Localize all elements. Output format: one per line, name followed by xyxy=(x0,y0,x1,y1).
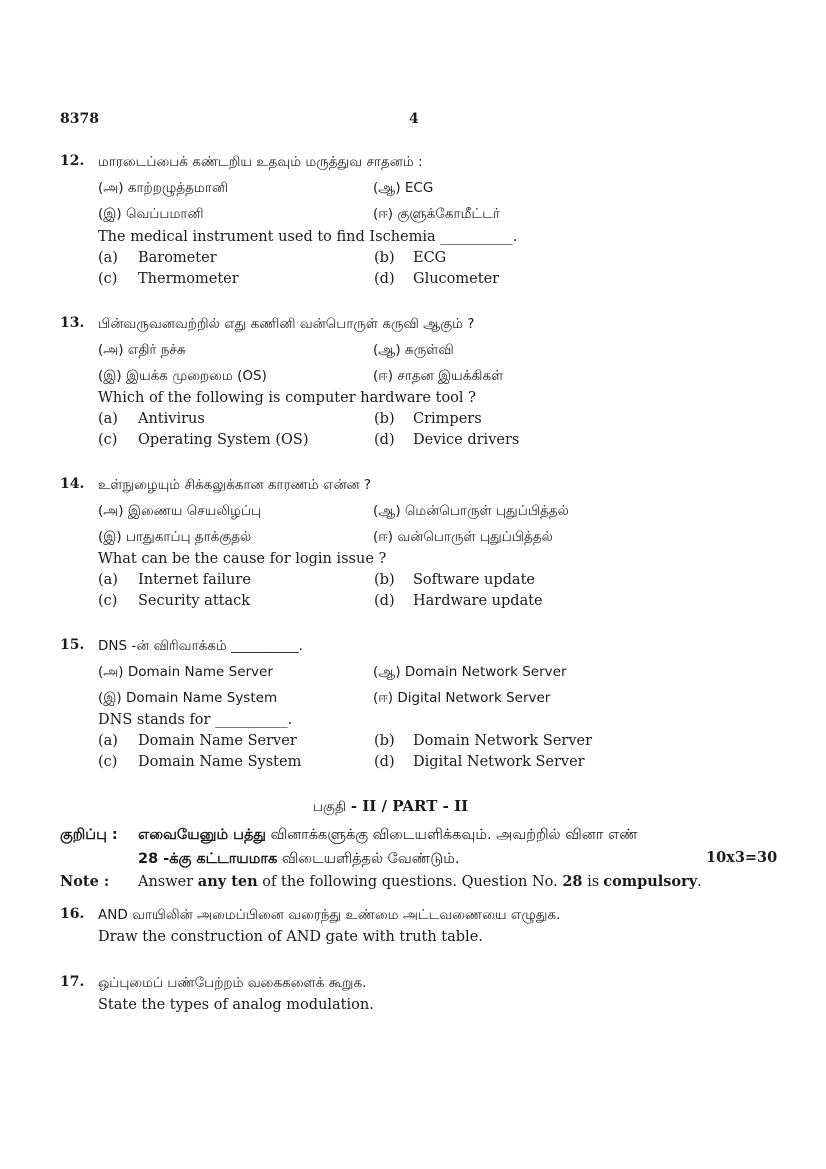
note-en-t3: is xyxy=(587,874,600,890)
note-en-b2: 28 xyxy=(562,873,583,890)
option-ta-a: (அ) காற்றழுத்தமானி xyxy=(98,180,228,196)
question-text-ta: பின்வருவனவற்றில் எது கணினி வன்பொருள் கருவி ஆகும் ? xyxy=(98,316,475,332)
option-label-b: (b) xyxy=(374,250,395,266)
option-label-c: (c) xyxy=(98,432,118,448)
question-text-ta: ஒப்புமைப் பண்பேற்றம் வகைகளைக் கூறுக. xyxy=(98,975,367,991)
page-number: 4 xyxy=(409,111,419,127)
note-ta-line-1 xyxy=(138,826,638,844)
note-en-t4: . xyxy=(697,874,702,890)
part-heading xyxy=(313,797,468,817)
question-number: 17. xyxy=(60,974,85,990)
option-text-b: Software update xyxy=(413,572,535,588)
option-label-c: (c) xyxy=(98,271,118,287)
option-ta-b: (ஆ) சுருள்வி xyxy=(373,342,454,358)
option-text-c: Thermometer xyxy=(138,271,239,287)
note-ta-bold-2: 28 -க்கு கட்டாயமாக xyxy=(138,851,278,867)
option-label-d: (d) xyxy=(374,754,395,770)
note-en-label: Note : xyxy=(60,873,110,890)
option-ta-a: (அ) இணைய செயலிழப்பு xyxy=(98,503,262,519)
option-label-a: (a) xyxy=(98,250,118,266)
option-label-c: (c) xyxy=(98,754,118,770)
option-ta-d: (ஈ) சாதன இயக்கிகள் xyxy=(373,368,504,384)
option-label-a: (a) xyxy=(98,733,118,749)
option-label-a: (a) xyxy=(98,572,118,588)
option-label-d: (d) xyxy=(374,593,395,609)
option-text-d: Device drivers xyxy=(413,432,520,448)
question-text-ta: DNS -ன் விரிவாக்கம் __________. xyxy=(98,638,303,654)
question-text-en: What can be the cause for login issue ? xyxy=(98,551,387,567)
option-label-b: (b) xyxy=(374,572,395,588)
note-ta-text-1: வினாக்களுக்கு விடையளிக்கவும். அவற்றில் வினா எண் xyxy=(270,827,638,843)
option-text-c: Domain Name System xyxy=(138,754,302,770)
option-label-c: (c) xyxy=(98,593,118,609)
option-text-b: Domain Network Server xyxy=(413,733,593,749)
option-ta-a: (அ) Domain Name Server xyxy=(98,664,273,680)
part-heading-en: - II / PART - II xyxy=(350,797,469,815)
question-number: 15. xyxy=(60,637,85,653)
question-number: 12. xyxy=(60,153,85,169)
option-ta-a: (அ) எதிர் நச்சு xyxy=(98,342,186,358)
option-ta-d: (ஈ) Digital Network Server xyxy=(373,690,551,706)
question-text-ta: உள்நுழையும் சிக்கலுக்கான காரணம் என்ன ? xyxy=(98,477,372,493)
option-ta-b: (ஆ) Domain Network Server xyxy=(373,664,567,680)
option-text-a: Domain Name Server xyxy=(138,733,297,749)
note-en-t1: Answer xyxy=(138,874,194,890)
question-number: 16. xyxy=(60,906,85,922)
option-ta-c: (இ) இயக்க முறைமை (OS) xyxy=(98,368,267,384)
note-ta-line-2 xyxy=(138,850,459,868)
note-ta-bold-1: எவையேனும் பத்து xyxy=(138,827,266,843)
option-ta-c: (இ) Domain Name System xyxy=(98,690,278,706)
option-label-a: (a) xyxy=(98,411,118,427)
option-ta-c: (இ) பாதுகாப்பு தாக்குதல் xyxy=(98,529,252,545)
note-en-text xyxy=(138,873,702,891)
part-heading-ta: பகுதி xyxy=(313,799,347,815)
question-text-en: DNS stands for __________. xyxy=(98,712,293,728)
option-label-b: (b) xyxy=(374,733,395,749)
option-text-b: Crimpers xyxy=(413,411,482,427)
question-text-en: Draw the construction of AND gate with truth table. xyxy=(98,929,483,945)
question-text-en: The medical instrument used to find Ischemia __________. xyxy=(98,229,518,245)
option-ta-b: (ஆ) மென்பொருள் புதுப்பித்தல் xyxy=(373,503,569,519)
option-text-c: Operating System (OS) xyxy=(138,432,309,448)
marks-scheme: 10x3=30 xyxy=(706,849,778,866)
option-label-b: (b) xyxy=(374,411,395,427)
option-label-d: (d) xyxy=(374,432,395,448)
option-text-b: ECG xyxy=(413,250,447,266)
question-text-en: Which of the following is computer hardware tool ? xyxy=(98,390,476,406)
option-text-a: Internet failure xyxy=(138,572,251,588)
question-text-ta: AND வாயிலின் அமைப்பினை வரைந்து உண்மை அட்டவணையை எழுதுக. xyxy=(98,907,561,923)
note-ta-text-2: விடையளித்தல் வேண்டும். xyxy=(281,851,460,867)
option-label-d: (d) xyxy=(374,271,395,287)
option-ta-b: (ஆ) ECG xyxy=(373,180,434,196)
option-text-a: Barometer xyxy=(138,250,217,266)
question-number: 13. xyxy=(60,315,85,331)
question-number: 14. xyxy=(60,476,85,492)
note-en-b3: compulsory xyxy=(603,873,698,890)
note-en-b1: any ten xyxy=(197,873,258,890)
option-ta-c: (இ) வெப்பமானி xyxy=(98,206,204,222)
option-ta-d: (ஈ) குளுக்கோமீட்டர் xyxy=(373,206,501,222)
note-ta-label: குறிப்பு : xyxy=(60,827,118,843)
option-ta-d: (ஈ) வன்பொருள் புதுப்பித்தல் xyxy=(373,529,553,545)
question-text-en: State the types of analog modulation. xyxy=(98,997,374,1013)
question-text-ta: மாரடைப்பைக் கண்டறிய உதவும் மருத்துவ சாதனம் : xyxy=(98,154,423,170)
option-text-d: Digital Network Server xyxy=(413,754,585,770)
paper-code: 8378 xyxy=(60,111,99,127)
option-text-c: Security attack xyxy=(138,593,251,609)
option-text-d: Glucometer xyxy=(413,271,500,287)
option-text-d: Hardware update xyxy=(413,593,543,609)
note-en-t2: of the following questions. Question No. xyxy=(262,874,558,890)
option-text-a: Antivirus xyxy=(138,411,205,427)
